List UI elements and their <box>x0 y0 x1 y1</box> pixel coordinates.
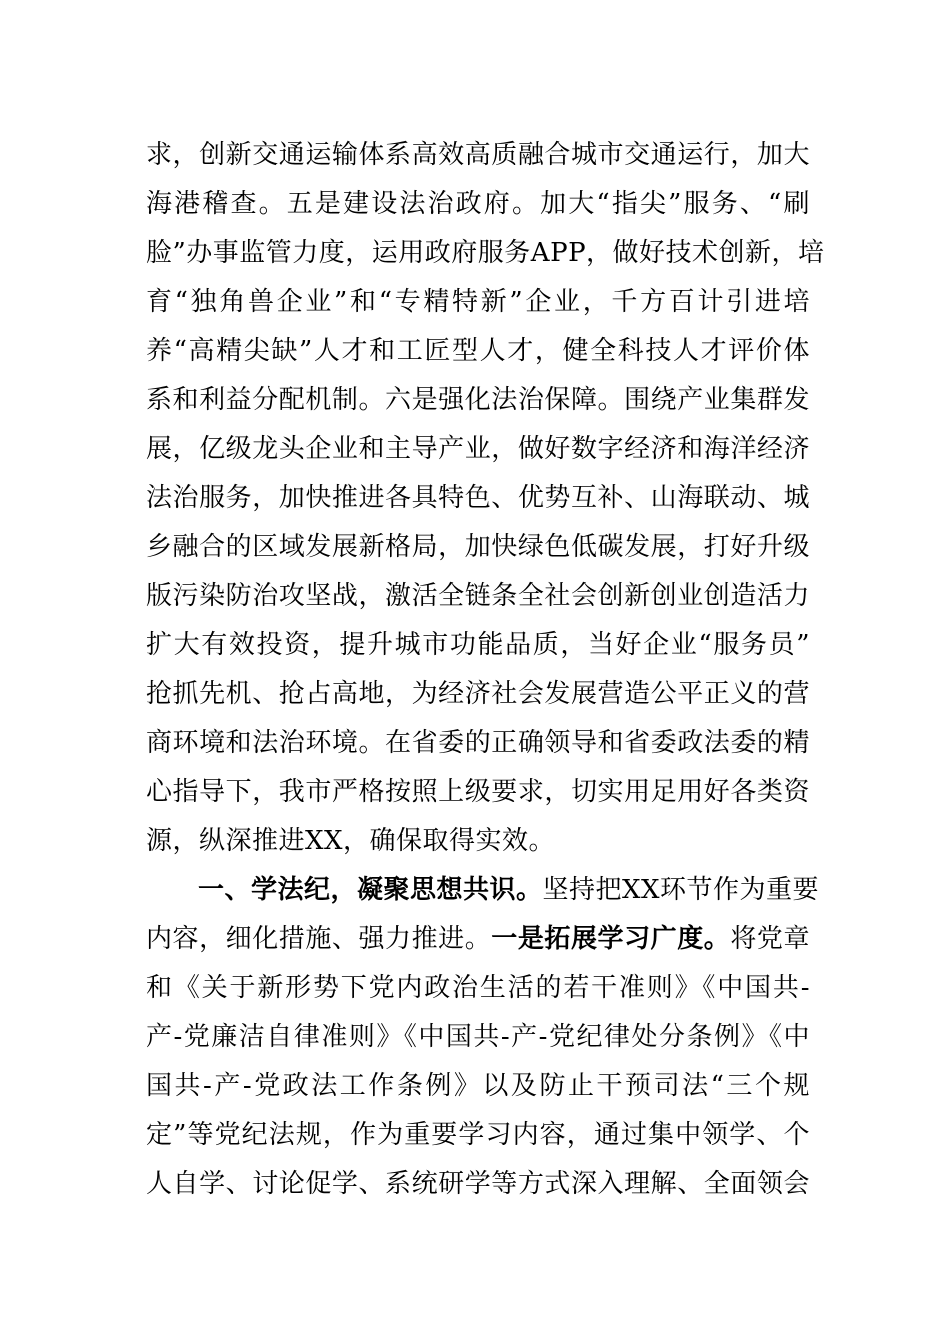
paragraph-line: 心指导下，我市严格按照上级要求，切实用足用好各类资 <box>146 777 810 807</box>
paragraph-line: 育“独角兽企业”和“专精特新”企业，千方百计引进培 <box>146 287 810 317</box>
paragraph-line: 商环境和法治环境。在省委的正确领导和省委政法委的精 <box>146 728 810 758</box>
paragraph-line: 国共-产-党政法工作条例》以及防止干预司法“三个规 <box>146 1071 810 1101</box>
paragraph-line: 脸”办事监管力度，运用政府服务APP，做好技术创新，培 <box>146 238 825 268</box>
paragraph-line: 抢抓先机、抢占高地，为经济社会发展营造公平正义的营 <box>146 679 810 709</box>
paragraph-line: 养“高精尖缺”人才和工匠型人才，健全科技人才评价体 <box>146 336 810 366</box>
paragraph-line: 海港稽查。五是建设法治政府。加大“指尖”服务、“刷 <box>146 189 810 219</box>
paragraph-line: 版污染防治攻坚战，激活全链条全社会创新创业创造活力 <box>146 581 810 611</box>
paragraph-line: 人自学、讨论促学、系统研学等方式深入理解、全面领会 <box>146 1169 810 1199</box>
paragraph-line: 源，纵深推进XX，确保取得实效。 <box>146 826 556 856</box>
section-line <box>146 915 810 964</box>
section-heading-line <box>146 866 820 915</box>
section-text: 将党章 <box>730 924 810 954</box>
paragraph-line: 产-党廉洁自律准则》《中国共-产-党纪律处分条例》《中 <box>146 1022 810 1052</box>
paragraph-line: 系和利益分配机制。六是强化法治保障。围绕产业集群发 <box>146 385 810 415</box>
paragraph-line: 法治服务，加快推进各具特色、优势互补、山海联动、城 <box>146 483 810 513</box>
paragraph-line: 求，创新交通运输体系高效高质融合城市交通运行，加大 <box>146 140 810 170</box>
paragraph-line: 展，亿级龙头企业和主导产业，做好数字经济和海洋经济 <box>146 434 810 464</box>
section-heading: 一、学法纪，凝聚思想共识。 <box>198 875 543 905</box>
paragraph-line: 定”等党纪法规，作为重要学习内容，通过集中领学、个 <box>146 1120 810 1150</box>
body-text <box>146 131 825 1209</box>
section-text: 坚持把XX环节作为重要 <box>542 875 820 905</box>
paragraph-line: 乡融合的区域发展新格局，加快绿色低碳发展，打好升级 <box>146 532 810 562</box>
paragraph-line: 和《关于新形势下党内政治生活的若干准则》《中国共- <box>146 973 810 1003</box>
section-text: 内容，细化措施、强力推进。 <box>146 924 492 954</box>
subsection-heading: 一是拓展学习广度。 <box>491 924 731 954</box>
paragraph-line: 扩大有效投资，提升城市功能品质，当好企业“服务员” <box>146 630 810 660</box>
